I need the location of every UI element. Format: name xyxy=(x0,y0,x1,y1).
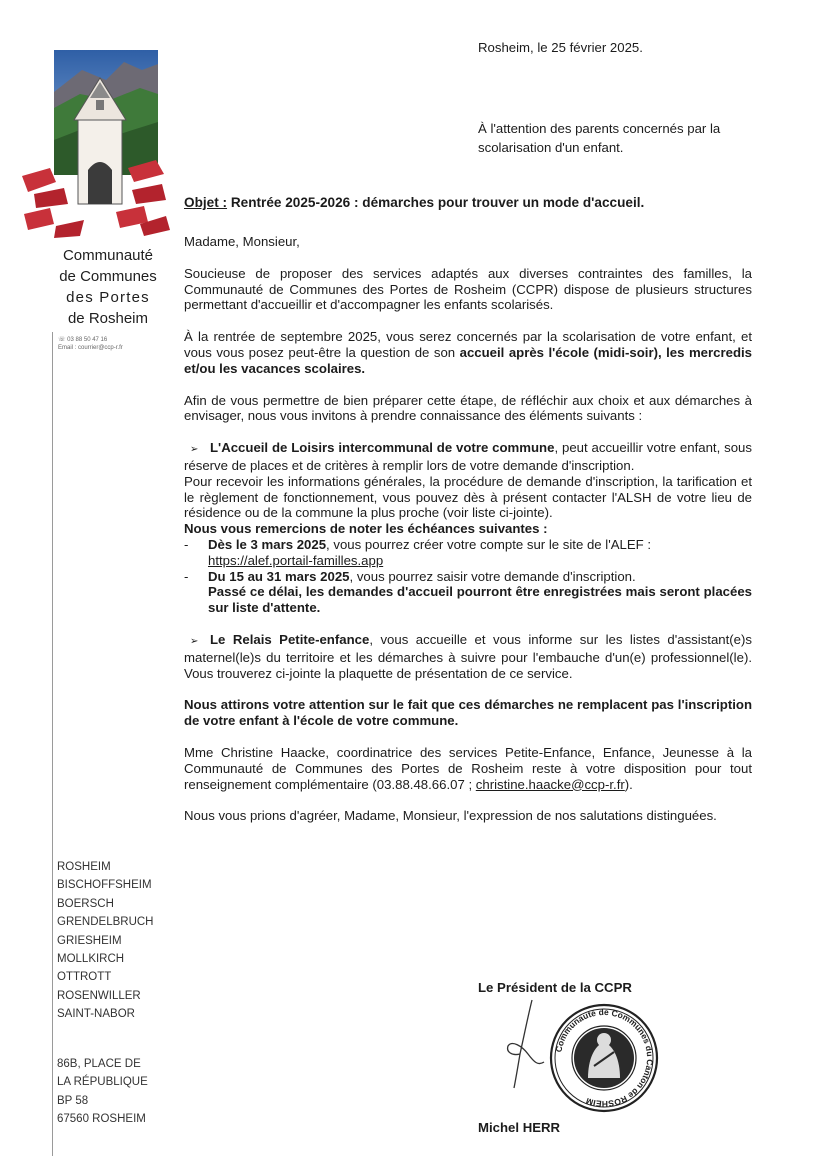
deadline-text: , vous pourrez créer votre compte sur le site de l'ALEF : xyxy=(326,536,652,552)
deadline-date: Du 15 au 31 mars 2025 xyxy=(208,568,350,584)
email-address: Email : courrier@ccp-r.fr xyxy=(58,345,123,351)
warning-text: Nous attirons votre attention sur le fait que ces démarches ne remplacent pas l'inscription de votre enfant à l'école de votre commune. xyxy=(184,697,752,729)
subject-text: Rentrée 2025-2026 : démarches pour trouver un mode d'accueil. xyxy=(227,195,645,210)
commune-item: BOERSCH xyxy=(57,897,114,910)
official-stamp xyxy=(548,1002,660,1114)
organization-name xyxy=(54,245,162,329)
org-line-4: de Rosheim xyxy=(67,310,149,327)
commune-item: ROSHEIM xyxy=(57,861,111,873)
commune-item: MOLLKIRCH xyxy=(57,953,125,966)
deadline-item xyxy=(184,537,752,569)
commune-item: GRENDELBRUCH xyxy=(57,916,154,929)
deadline-date: Dès le 3 mars 2025 xyxy=(208,536,327,552)
dash-bullet: - xyxy=(184,536,189,552)
address-line: LA RÉPUBLIQUE xyxy=(57,1076,148,1089)
postal-address xyxy=(57,1055,148,1129)
deadline-text: , vous pourrez saisir votre demande d'inscription. xyxy=(349,568,636,584)
relais-bullet xyxy=(184,632,752,681)
warning-paragraph xyxy=(184,697,752,729)
alef-link[interactable]: https://alef.portail-familles.app xyxy=(208,552,384,568)
signatory-name: Michel HERR xyxy=(478,1120,561,1135)
org-line-2: de Communes xyxy=(59,268,157,285)
deadlines-title-text: Nous vous remercions de noter les échéances suivantes : xyxy=(184,521,548,537)
contact-email-link[interactable]: christine.haacke@ccp-r.fr xyxy=(475,776,625,792)
arrow-bullet-icon: ➢ xyxy=(190,444,199,456)
ccpr-logo xyxy=(20,48,170,238)
commune-item: SAINT-NABOR xyxy=(57,1008,135,1021)
closing-paragraph: Nous vous prions d'agréer, Madame, Monsieur, l'expression de nos salutations distinguées. xyxy=(184,808,717,824)
sidebar-divider xyxy=(52,332,53,1156)
signatory-title: Le Président de la CCPR xyxy=(478,980,632,995)
commune-item: BISCHOFFSHEIM xyxy=(57,879,152,892)
subject-label: Objet : xyxy=(184,195,228,210)
phone-number: ☏ 03 88 50 47 16 xyxy=(58,337,108,343)
commune-item: OTTROTT xyxy=(57,971,112,984)
school-start-paragraph xyxy=(184,329,752,376)
alsh-text: , peut accueillir votre enfant, sous réserve de places et de critères à remplir lors de votre demande d'inscription. xyxy=(184,440,752,473)
contact-info xyxy=(58,336,123,352)
arrow-bullet-icon: ➢ xyxy=(190,635,199,647)
greeting: Madame, Monsieur, xyxy=(184,234,300,249)
intro-paragraph: Soucieuse de proposer des services adaptés aux diverses contraintes des familles, la Communauté de Communes des Portes de Rosheim (CCPR) dispose de plusieurs structures permettant d'accueillir et d'accompagner les enfants scolarisés. xyxy=(184,265,752,313)
org-line-1: Communauté xyxy=(62,247,154,264)
address-line: BP 58 xyxy=(57,1094,89,1107)
relais-text: , vous accueille et vous informe sur les listes d'assistant(e)s maternel(le)s du territoire et les démarches à suivre pour l'embauche d'un(e) professionnel(le). Vous trouverez ci-jointe la plaquette de présentation de ce service. xyxy=(184,631,753,681)
letter-recipient: À l'attention des parents concernés par la scolarisation d'un enfant. xyxy=(478,121,721,155)
alsh-title: L'Accueil de Loisirs intercommunal de votre commune xyxy=(210,440,555,456)
school-start-text: À la rentrée de septembre 2025, vous serez concernés par la scolarisation de votre enfant, et vous vous posez peut-être la question de son xyxy=(184,329,752,360)
letter-date: Rosheim, le 25 février 2025. xyxy=(478,40,643,55)
communes-list xyxy=(57,858,154,1024)
letter-body xyxy=(184,234,752,824)
alsh-bullet xyxy=(184,440,752,474)
school-start-emphasis: accueil après l'école (midi-soir), les mercredis et/ou les vacances scolaires. xyxy=(184,344,752,376)
relais-title: Le Relais Petite-enfance xyxy=(210,631,370,647)
deadline-note: Passé ce délai, les demandes d'accueil pourront être enregistrées mais seront placées sur liste d'attente. xyxy=(208,584,752,616)
dash-bullet: - xyxy=(184,568,189,584)
org-line-3: des Portes xyxy=(66,289,150,306)
contact-paragraph xyxy=(184,745,752,792)
contact-end: ). xyxy=(624,776,633,792)
address-line: 86B, PLACE DE xyxy=(57,1058,141,1070)
address-line: 67560 ROSHEIM xyxy=(57,1113,146,1126)
commune-item: ROSENWILLER xyxy=(57,989,141,1002)
deadlines-title xyxy=(184,521,752,537)
deadline-item xyxy=(184,569,752,616)
alsh-details: Pour recevoir les informations générales, la procédure de demande d'inscription, la tarification et le règlement de fonctionnement, vous pouvez dès à présent contacter l'ALSH de votre lieu de résidence ou de la commune la plus proche (voir liste ci-jointe). xyxy=(184,473,752,521)
letter-subject xyxy=(184,195,784,210)
commune-item: GRIESHEIM xyxy=(57,934,122,947)
preparation-paragraph: Afin de vous permettre de bien préparer cette étape, de réfléchir aux choix et aux démarches à envisager, nous vous invitons à prendre connaissance des éléments suivants : xyxy=(184,392,752,424)
contact-text: Mme Christine Haacke, coordinatrice des services Petite-Enfance, Enfance, Jeunesse à la Communauté de Communes des Portes de Rosheim reste à votre disposition pour tout renseignement complémentaire (03.88.48.66.07 ; xyxy=(184,744,752,792)
stamp-ring-text: Communauté de Communes du Canton de ROSHEIM xyxy=(553,1006,656,1110)
